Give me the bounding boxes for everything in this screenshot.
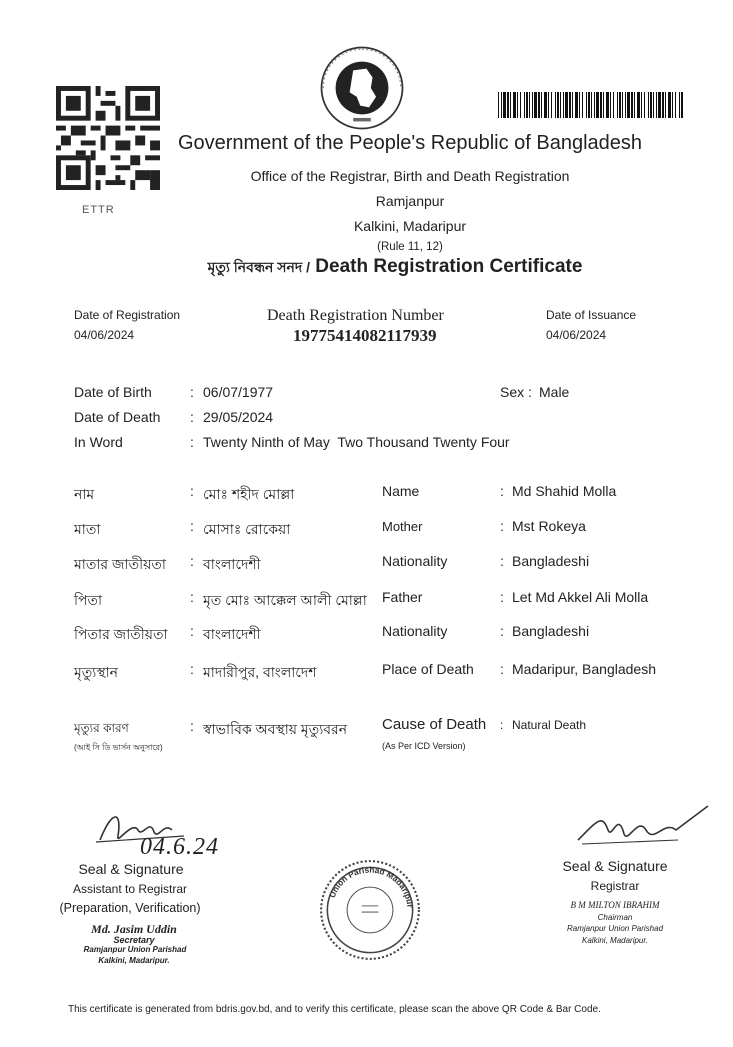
left-seal-label: Seal & Signature	[78, 861, 184, 877]
date-of-issuance-label: Date of Issuance	[546, 308, 637, 322]
mother-en-value: Mst Rokeya	[512, 518, 586, 534]
right-signatory-name: B M MILTON IBRAHIM	[570, 900, 660, 910]
left-role: Assistant to Registrar	[72, 882, 188, 896]
sex-value: Male	[539, 384, 570, 400]
mother-nationality-en-value: Bangladeshi	[512, 553, 590, 569]
barcode-bar	[681, 92, 683, 118]
colon: :	[500, 623, 504, 639]
right-signatory-office: Ramjanpur Union Parishad	[566, 924, 664, 933]
name-en-value: Md Shahid Molla	[512, 483, 617, 499]
name-bn-label: নাম	[74, 486, 95, 502]
barcode-bar	[551, 92, 552, 118]
barcode-bar	[603, 92, 604, 118]
cause-bn-label: মৃত্যুর কারণ	[74, 721, 129, 735]
right-signatory-place: Kalkini, Madaripur.	[582, 936, 648, 945]
barcode-bar	[644, 92, 645, 118]
father-en-value: Let Md Akkel Ali Molla	[512, 589, 649, 605]
certificate-title-en: Death Registration Certificate	[315, 256, 583, 277]
barcode-bar	[538, 92, 540, 118]
barcode-bar	[606, 92, 609, 118]
colon: :	[190, 483, 194, 499]
barcode-bar	[637, 92, 640, 118]
rule-reference: (Rule 11, 12)	[377, 241, 443, 253]
office-name: Office of the Registrar, Birth and Death Registration	[250, 168, 570, 184]
barcode-bar	[555, 92, 556, 118]
right-role: Registrar	[590, 879, 640, 893]
barcode-bar	[563, 92, 564, 118]
dod-colon: :	[190, 409, 194, 425]
certificate-title	[0, 256, 733, 280]
mother-bn-value: মোসাঃ রোকেয়া	[203, 521, 291, 537]
mother-nationality-bn-value: বাংলাদেশী	[203, 556, 261, 572]
barcode-bar	[565, 92, 568, 118]
father-en-label: Father	[382, 589, 423, 605]
colon: :	[190, 553, 194, 569]
colon: :	[190, 518, 194, 534]
left-signatory-office: Ramjanpur Union Parishad	[83, 945, 187, 954]
father-nationality-bn-value: বাংলাদেশী	[203, 626, 261, 642]
barcode-bar	[625, 92, 626, 118]
inword-label: In Word	[74, 434, 123, 450]
left-signatory-title: Secretary	[113, 935, 155, 945]
dob-value: 06/07/1977	[203, 384, 274, 400]
barcode-bar	[534, 92, 537, 118]
government-title: Government of the People's Republic of Bangladesh	[177, 132, 643, 154]
left-role-detail: (Preparation, Verification)	[59, 901, 201, 915]
barcode-bar	[672, 92, 673, 118]
left-signatory-place: Kalkini, Madaripur.	[98, 956, 170, 965]
cause-en-sub: (As Per ICD Version)	[382, 741, 466, 751]
colon: :	[190, 589, 194, 605]
barcode-bar	[622, 92, 623, 118]
inword-colon: :	[190, 434, 194, 450]
barcode-bar	[617, 92, 618, 118]
cause-bn-sub: (আই সি ডি ভার্সন অনুসারে)	[74, 743, 163, 752]
barcode-bar	[641, 92, 642, 118]
barcode-bar	[498, 92, 499, 118]
date-of-issuance-value: 04/06/2024	[546, 328, 607, 342]
colon: :	[190, 718, 194, 734]
barcode-bar	[627, 92, 630, 118]
cause-en-value: Natural Death	[512, 718, 587, 732]
barcode-bar	[501, 92, 502, 118]
barcode-bar	[588, 92, 590, 118]
father-bn-label: পিতা	[74, 592, 103, 608]
colon: :	[500, 661, 504, 677]
barcode-bar	[665, 92, 666, 118]
barcode-bar	[507, 92, 509, 118]
union-parishad-seal	[318, 858, 422, 962]
barcode-bar	[503, 92, 506, 118]
barcode-bar	[569, 92, 571, 118]
father-bn-value: মৃত মোঃ আক্কেল আলী মোল্লা	[203, 592, 367, 608]
colon: :	[500, 589, 504, 605]
colon: :	[190, 661, 194, 677]
registration-number-value: 19775414082117939	[293, 326, 437, 345]
barcode-bar	[656, 92, 657, 118]
mother-nationality-en-label: Nationality	[382, 553, 448, 569]
right-signatory-title: Chairman	[597, 913, 633, 922]
colon: :	[190, 623, 194, 639]
barcode-bar	[513, 92, 516, 118]
barcode-bar	[668, 92, 671, 118]
place-of-death-en-label: Place of Death	[382, 661, 474, 677]
colon: :	[500, 518, 504, 534]
barcode-bar	[591, 92, 592, 118]
dod-value: 29/05/2024	[203, 409, 274, 425]
right-seal-label: Seal & Signature	[562, 858, 668, 874]
place-of-death-bn-label: মৃত্যুস্থান	[74, 664, 119, 680]
name-bn-value: মোঃ শহীদ মোল্লা	[203, 486, 295, 502]
barcode-bar	[544, 92, 547, 118]
barcode-bar	[658, 92, 661, 118]
registration-number-label: Death Registration Number	[267, 307, 444, 324]
barcode-bar	[548, 92, 549, 118]
barcode-bar	[619, 92, 621, 118]
barcode-bar	[572, 92, 573, 118]
barcode-bar	[631, 92, 633, 118]
sex-label: Sex :	[500, 384, 532, 400]
mother-bn-label: মাতা	[74, 521, 101, 537]
barcode-bar	[650, 92, 652, 118]
colon: :	[500, 718, 504, 732]
barcode-bar	[579, 92, 580, 118]
barcode-bar	[613, 92, 614, 118]
footer-note: This certificate is generated from bdris.gov.bd, and to verify this certificate, please scan the above QR Code & Bar Code.	[68, 1004, 601, 1015]
name-en-label: Name	[382, 483, 420, 499]
barcode-bar	[510, 92, 511, 118]
barcode-bar	[610, 92, 611, 118]
barcode-bar	[600, 92, 602, 118]
barcode-bar	[586, 92, 587, 118]
barcode-bar	[653, 92, 654, 118]
dod-label: Date of Death	[74, 409, 161, 425]
barcode-bar	[679, 92, 680, 118]
barcode-bar	[596, 92, 599, 118]
union-name: Ramjanpur	[375, 193, 445, 209]
barcode	[498, 92, 686, 118]
barcode-bar	[575, 92, 578, 118]
date-of-registration-value: 04/06/2024	[74, 328, 135, 342]
barcode-bar	[582, 92, 583, 118]
barcode-bar	[675, 92, 676, 118]
left-signatory-name: Md. Jasim Uddin	[91, 922, 177, 936]
inword-value: Twenty Ninth of May Two Thousand Twenty Four	[203, 434, 510, 450]
place-of-death-bn-value: মাদারীপুর, বাংলাদেশ	[203, 664, 317, 680]
father-nationality-en-label: Nationality	[382, 623, 448, 639]
father-nationality-en-value: Bangladeshi	[512, 623, 590, 639]
colon: :	[500, 483, 504, 499]
barcode-bar	[520, 92, 521, 118]
qr-caption: ETTR	[82, 204, 115, 216]
barcode-bar	[648, 92, 649, 118]
barcode-bar	[541, 92, 542, 118]
barcode-bar	[557, 92, 559, 118]
father-nationality-bn-label: পিতার জাতীয়তা	[74, 626, 168, 642]
place-of-death-en-value: Madaripur, Bangladesh	[512, 661, 656, 677]
barcode-bar	[560, 92, 561, 118]
cause-en-label: Cause of Death	[382, 716, 487, 733]
barcode-bar	[526, 92, 528, 118]
dob-label: Date of Birth	[74, 384, 152, 400]
cause-bn-value: স্বাভাবিক অবস্থায় মৃত্যুবরন	[203, 721, 348, 737]
dob-colon: :	[190, 384, 194, 400]
barcode-bar	[662, 92, 664, 118]
mother-en-label: Mother	[382, 519, 423, 534]
location-name: Kalkini, Madaripur	[353, 218, 467, 234]
certificate-title-bn: মৃত্যু নিবন্ধন সনদ /	[207, 259, 311, 275]
seal-text: Union Parishad Madaripur	[326, 864, 416, 909]
date-of-registration-label: Date of Registration	[74, 308, 181, 322]
barcode-bar	[529, 92, 530, 118]
barcode-bar	[532, 92, 533, 118]
barcode-bar	[524, 92, 525, 118]
barcode-bar	[634, 92, 635, 118]
mother-nationality-bn-label: মাতার জাতীয়তা	[74, 556, 166, 572]
colon: :	[500, 553, 504, 569]
bangladesh-emblem-icon	[318, 44, 406, 132]
barcode-bar	[594, 92, 595, 118]
left-signature-date: 04.6.24	[140, 834, 219, 860]
barcode-bar	[517, 92, 518, 118]
